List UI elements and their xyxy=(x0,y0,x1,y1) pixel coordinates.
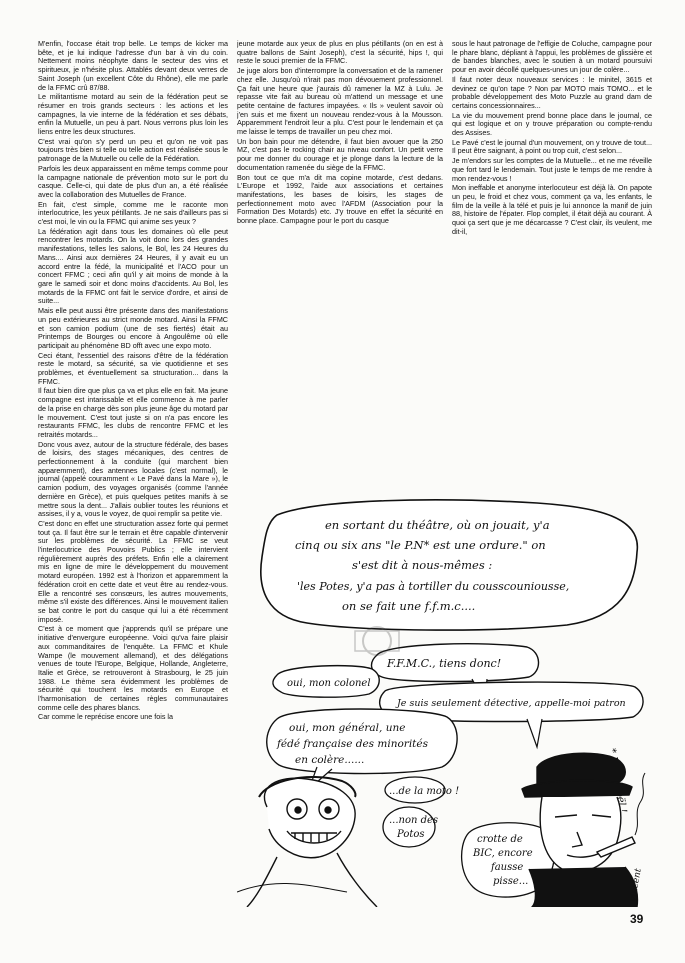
paragraph: Donc vous avez, autour de la structure fédérale, des bases de loisirs, des stages mécaniques, des centres de perfectionnement à la conduite (qui marchent bien apparemment), des antennes locales (c'est normal), le journal (appelé couramment « Le Pavé dans la Mare »), le camion podium, des voyages organisés (comme l'année dernière en Grèce), et puis quelques petites manifs à se mettre sous la dent... J'allais oublier toutes les réunions et assises, il y a, vous le voyez, de quoi remplir sa petite vie. xyxy=(38,439,228,519)
text-column-right xyxy=(452,40,652,495)
bubble-crotte-line-1: crotte de xyxy=(477,834,523,845)
paragraph: Ceci étant, l'essentiel des raisons d'être de la fédération reste le motard, sa sécurité, sa vie quotidienne et ses problèmes, et éventuellement sa structuration... dans la FFMC. xyxy=(38,350,228,386)
caption-line-3: s'est dit à nous-mêmes : xyxy=(352,558,493,572)
bubble-general-line-1: oui, mon général, une xyxy=(289,722,406,734)
paragraph: Car comme le reprécise encore une fois la xyxy=(38,712,174,722)
caption-line-5: on se fait une f.f.m.c.... xyxy=(342,599,476,613)
paragraph: Bon tout ce que m'a dit ma copine motarde, c'est dedans. L'Europe et 1992, l'aide aux associations et certaines manifestations, les bases de loisirs, les stages de perfectionnement moto avec l'AFDM (Association pour la Formation Des Motards) etc. J'y trouve en effet la sécurité en bonne place. Campagne pour le port du casque xyxy=(237,172,443,226)
paragraph: Il faut noter deux nouveaux services : le minitel, 3615 et devinez ce qu'on tape ? Non par MOTO mais TOMO... et le probable développement des Moto Puzzle au grand dam de certains concessionnaires... xyxy=(452,74,652,110)
caption-line-2: cinq ou six ans "le P.N* est une ordure." on xyxy=(295,538,546,552)
page-number: 39 xyxy=(630,912,644,926)
bubble-general-line-2: fédé française des minorités xyxy=(277,738,428,750)
paragraph: Mais elle peut aussi être présente dans des manifestations un peu extérieures au strict monde motard. Ainsi la FFMC et son camion podium (une de ses fiertés) était au Printemps de Bourges ou encore à Angoulême où elle participait au phénomène BD offt avec une expo moto. xyxy=(38,306,228,350)
bubble-moto-text: ...de la moto ! xyxy=(389,786,460,797)
paragraph: Un bon bain pour me détendre, il faut bien avouer que la 250 MZ, c'est pas le rocking chair au niveau confort. Un petit verre pour me donner du courage et je plonge dans la lecture de la documentation ramenée du siège de la FFMC. xyxy=(237,136,443,172)
caption-line-4: 'les Potes, y'a pas à tortiller du cousscouniousse, xyxy=(297,580,570,593)
paragraph: En fait, c'est simple, comme me le raconte mon interlocutrice, les yeux pétillants. Je ne sais d'ailleurs pas si c'est moi, le vin ou la FFMC qui anime ses yeux ? xyxy=(38,199,228,227)
caption-line-1: en sortant du théâtre, où on jouait, y'a xyxy=(325,518,550,532)
paragraph: Il faut bien dire que plus ça va et plus elle en fait. Ma jeune compagne est intarissable et elle commence à me parler de la prise en charge dès son plus jeune âge du motard par le mouvement. C'est tout juste si on n'a pas encore les restaurants FFMC, les clubs de rencontre FFMC et les retraités motards... xyxy=(38,386,228,439)
speech-bubble-potos xyxy=(383,807,435,847)
paragraph: jeune motarde aux yeux de plus en plus pétillants (on en est à quatre ballons de Saint Joseph), c'est la sécurité, hips !, qui reste le souci premier de la FFMC. xyxy=(237,40,443,66)
bubble-tiens-text: F.F.M.C., tiens donc! xyxy=(387,657,502,670)
paragraph: M'enfin, l'occase était trop belle. Le temps de kicker ma bête, et je lui indique l'adresse d'un bar à vin du coin. Nettement moins néophyte dans le secteur des vins et spiritueux, je n'hésite plus. Attablés devant deux verres de Saint Joseph (un excellent Côte du Rhône), elle me parle de la FFMC crû 87/88. xyxy=(38,40,228,92)
paragraph: C'est vrai qu'on s'y perd un peu et qu'on ne voit pas toujours très bien si telle ou telle action est réalisée sous le patronage de la Mutuelle ou celle de la Fédération. xyxy=(38,136,228,164)
bubble-detective-text: Je suis seulement détective, appelle-moi patron xyxy=(397,698,626,709)
paragraph: C'est à ce moment que j'apprends qu'il se prépare une initiative d'envergure européenne. Voici qu'va faire plaisir aux commanditaires de l'enquête. La FFMC et Khule Wampe (le mouvement allemand), et des délégations venues de toute l'Europe, Belgique, Hollande, Angleterre, Italie et Grèce, se retrouveront à Strasbourg, le 25 juin 1988. Le thème sera évidemment les problèmes de sécurité qui touchent les motards en Europe et l'harmonisation de certaines règles communautaires comme celle des phares blancs. xyxy=(38,624,228,712)
text-column-middle xyxy=(237,40,443,495)
paragraph: Mon ineffable et anonyme interlocuteur est déjà là. On papote un peu, le froid et chez vous, comment ça va, les enfants, le film de la veille à la télé et puis je lui annonce la manif de juin 88, histoire de l'épater. Flop complet, il était déjà au courant. À quoi ça sert que je me décarcasse ? C'est clair, ils veulent, me dit-il, xyxy=(452,183,652,236)
text-column-left xyxy=(38,40,228,925)
paragraph: Le militantisme motard au sein de la fédération peut se résumer en trois grands secteurs : les actions et les campagnes, la vie interne de la fédération et ses débats, enfin la Mutuelle, un peu à part. Nous verrons plus loin les liens entre les deux structures. xyxy=(38,92,228,137)
paragraph: Le Pavé c'est le journal d'un mouvement, on y trouve de tout... Il peut être saignant, à point ou trop cuit, c'est selon... xyxy=(452,137,652,156)
paragraph: sous le haut patronage de l'effigie de Coluche, campagne pour le phare blanc, dépliant à l'appui, les problèmes de glissière et de bandes blanches, avec le soutien à un motard poursuivi pour en avoir décollé quelques-unes un jour de colère... xyxy=(452,40,652,75)
bubble-potos-line-2: Potos xyxy=(397,829,425,840)
paragraph: La vie du mouvement prend bonne place dans le journal, ce qui est logique et on y trouve préparation ou compte-rendu des Assises. xyxy=(452,110,652,138)
paragraph: Parfois les deux apparaissent en même temps comme pour la campagne nationale de prévention moto sur le port du casque. Celle-ci, qui date de plus d'un an, a été réalisée avec la collaboration des Mutuelles de France. xyxy=(38,163,228,199)
bubble-general-line-3: en colère...... xyxy=(295,754,365,766)
paragraph: C'est donc en effet une structuration assez forte qui permet tout ça. Il faut être sur le terrain et être capable d'intervenir sur les problèmes de sécurité. La FFMC se veut l'interlocutrice des Pouvoirs Publics ; elle intervient régulièrement auprès des préfets. Enfin elle a clairement mis en ligne de mire le développement du mouvement motard européen. 1992 est à l'horizon et apparemment la fédération croit en cette date et veut être au rendez-vous. Elle a rencontré ses consœurs, les autres mouvements, même s'il existe des différences. Ainsi le mouvement italien se bat contre le port du casque qui lui a été récemment imposé. xyxy=(38,518,228,624)
paragraph: Je m'endors sur les comptes de la Mutuelle... et ne me réveille que fort tard le lendemain. Tout juste le temps de me rendre à mon rendez-vous ! xyxy=(452,156,652,183)
artist-signature: vincent xyxy=(628,867,644,903)
bubble-potos-line-1: ...non des xyxy=(389,815,439,826)
comic-footnote: * ! xyxy=(606,747,629,814)
comic-illustration xyxy=(237,497,652,907)
bubble-crotte-line-4: pisse... xyxy=(493,876,529,887)
bubble-colonel-text: oui, mon colonel xyxy=(287,678,371,689)
bubble-crotte-line-2: BIC, encore xyxy=(473,848,533,859)
paragraph: La fédération agit dans tous les domaines où elle peut rencontrer les motards. On la voit donc lors des grandes manifestations, telles les salons, le Bol, les 24 Heures du Mans.... Ainsi aux dernières 24 Heures, il y avait eu un accord entre la fédé, la municipalité et l'ACO pour un concert FFMC ; ceci afin qu'il y ait moins de monde à la gare le samedi soir et donc moins d'accidents. Au Bol, les motards de la FFMC ont fait le service d'ordre, et ainsi de suite... xyxy=(38,226,228,306)
paragraph: Je juge alors bon d'interrompre la conversation et de la ramener chez elle. Jusqu'où n'irait pas mon dévouement professionnel. Ça fait une heure que j'aurais dû ramener la MZ à Lulu. Je repasse vite fait au bureau où m'attend un message et une petite centaine de factures impayées. « Ils » veulent savoir où j'en suis et me fixent un nouveau rendez-vous à la Mousson. Apparemment l'endroit leur a plu. C'est pour le lendemain et ça me laisse le temps de travailler un peu chez moi. xyxy=(237,66,443,137)
bubble-crotte-line-3: fausse xyxy=(491,862,524,873)
